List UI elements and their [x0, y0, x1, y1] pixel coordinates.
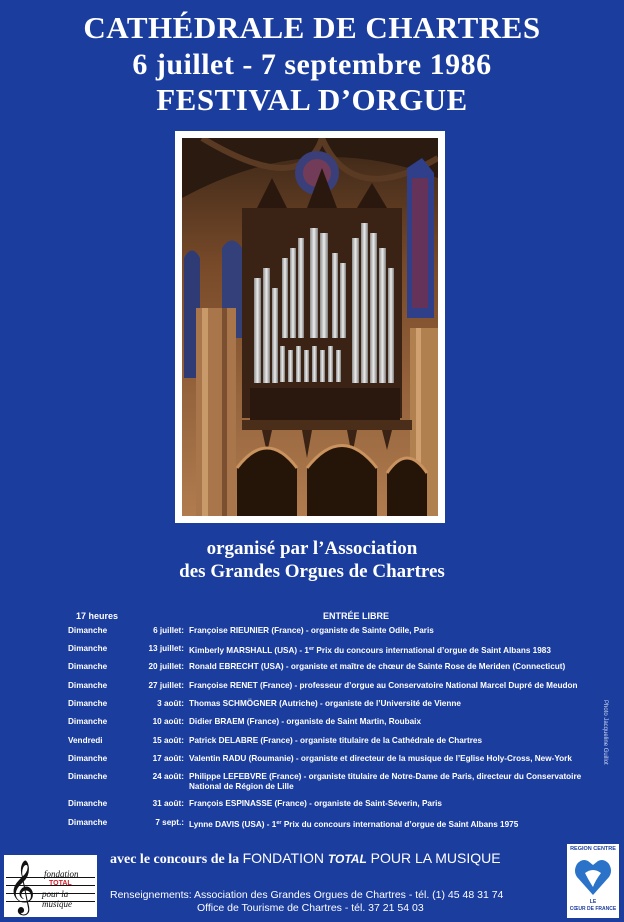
concert-performer: Didier BRAEM (France) - organiste de Saint Martin, Roubaix: [189, 717, 422, 726]
title-dates: 6 juillet - 7 septembre 1986: [132, 48, 492, 81]
info-association: Renseignements: Association des Grandes Orgues de Chartres - tél. (1) 45 48 31 74: [110, 889, 504, 901]
concert-day: Dimanche: [68, 754, 108, 763]
concert-performer: Patrick DELABRE (France) - organiste titulaire de la Cathédrale de Chartres: [189, 736, 483, 745]
sponsor-line: avec le concours de la FONDATION TOTAL POUR LA MUSIQUE: [110, 850, 501, 867]
concert-performer: Françoise RENET (France) - professeur d’orgue au Conservatoire National Marcel Dupré de Meudon: [189, 681, 578, 690]
organizer-line-2: des Grandes Orgues de Chartres: [179, 561, 445, 582]
concert-day: Dimanche: [68, 644, 108, 653]
treble-clef-icon: 𝄞: [8, 859, 36, 913]
concert-performer: Thomas SCHMÖGNER (Autriche) - organiste de l’Université de Vienne: [189, 699, 461, 708]
concert-performer: Lynne DAVIS (USA) - 1er Prix du concours international d’orgue de Saint Albans 1975: [189, 820, 519, 829]
concert-date: 7 sept.:: [155, 818, 184, 827]
concert-date: 27 juillet:: [148, 681, 184, 690]
concert-date: 31 août:: [152, 799, 184, 808]
concert-date: 3 août:: [157, 699, 184, 708]
info-tourism-office: Office de Tourisme de Chartres - tél. 37 21 54 03: [197, 902, 424, 914]
admission-note: ENTRÉE LIBRE: [323, 611, 390, 621]
fondation-total-logo: 𝄞 fondation TOTAL pour la musique: [4, 855, 97, 917]
photo-credit: Photo Jacqueline Guillot: [602, 700, 608, 765]
concert-date: 13 juillet:: [148, 644, 184, 653]
concert-day: Dimanche: [68, 681, 108, 690]
title-festival: FESTIVAL D’ORGUE: [156, 82, 468, 117]
title-cathedral: CATHÉDRALE DE CHARTRES: [83, 10, 541, 45]
concert-date: 15 août:: [152, 736, 184, 745]
concert-day: Dimanche: [68, 717, 108, 726]
photo-frame: [175, 131, 445, 523]
concert-day: Vendredi: [68, 736, 103, 745]
organizer-line-1: organisé par l’Association: [206, 538, 418, 559]
concert-day: Dimanche: [68, 662, 108, 671]
concert-day: Dimanche: [68, 626, 108, 635]
concert-performer: Kimberly MARSHALL (USA) - 1er Prix du concours international d’orgue de Saint Albans 1983: [189, 646, 551, 655]
concert-date: 24 août:: [152, 772, 184, 781]
concert-performer: Valentin RADU (Roumanie) - organiste et directeur de la musique de l’Eglise Holy-Cross, New-York: [189, 754, 572, 763]
concert-time: 17 heures: [76, 611, 119, 621]
concert-performer: Ronald EBRECHT (USA) - organiste et maître de chœur de Sainte Rose de Meriden (Connecticut): [189, 662, 566, 671]
cathedral-organ-photo: [182, 138, 438, 516]
concert-performer: François ESPINASSE (France) - organiste de Saint-Séverin, Paris: [189, 799, 442, 808]
concert-date: 20 juillet:: [148, 662, 184, 671]
concert-day: Dimanche: [68, 818, 108, 827]
heart-map-icon: [573, 855, 613, 897]
concert-date: 10 août:: [152, 717, 184, 726]
concert-date: 17 août:: [152, 754, 184, 763]
concert-performer: Philippe LEFEBVRE (France) - organiste titulaire de Notre-Dame de Paris, directeur du Conservatoire National de Région de Lille: [189, 772, 582, 791]
region-centre-logo: REGION CENTRE LE CŒUR DE FRANCE: [567, 844, 619, 918]
concert-day: Dimanche: [68, 799, 108, 808]
concert-performer: Françoise RIEUNIER (France) - organiste de Sainte Odile, Paris: [189, 626, 434, 635]
concert-date: 6 juillet:: [153, 626, 184, 635]
concert-day: Dimanche: [68, 699, 108, 708]
concert-day: Dimanche: [68, 772, 108, 781]
